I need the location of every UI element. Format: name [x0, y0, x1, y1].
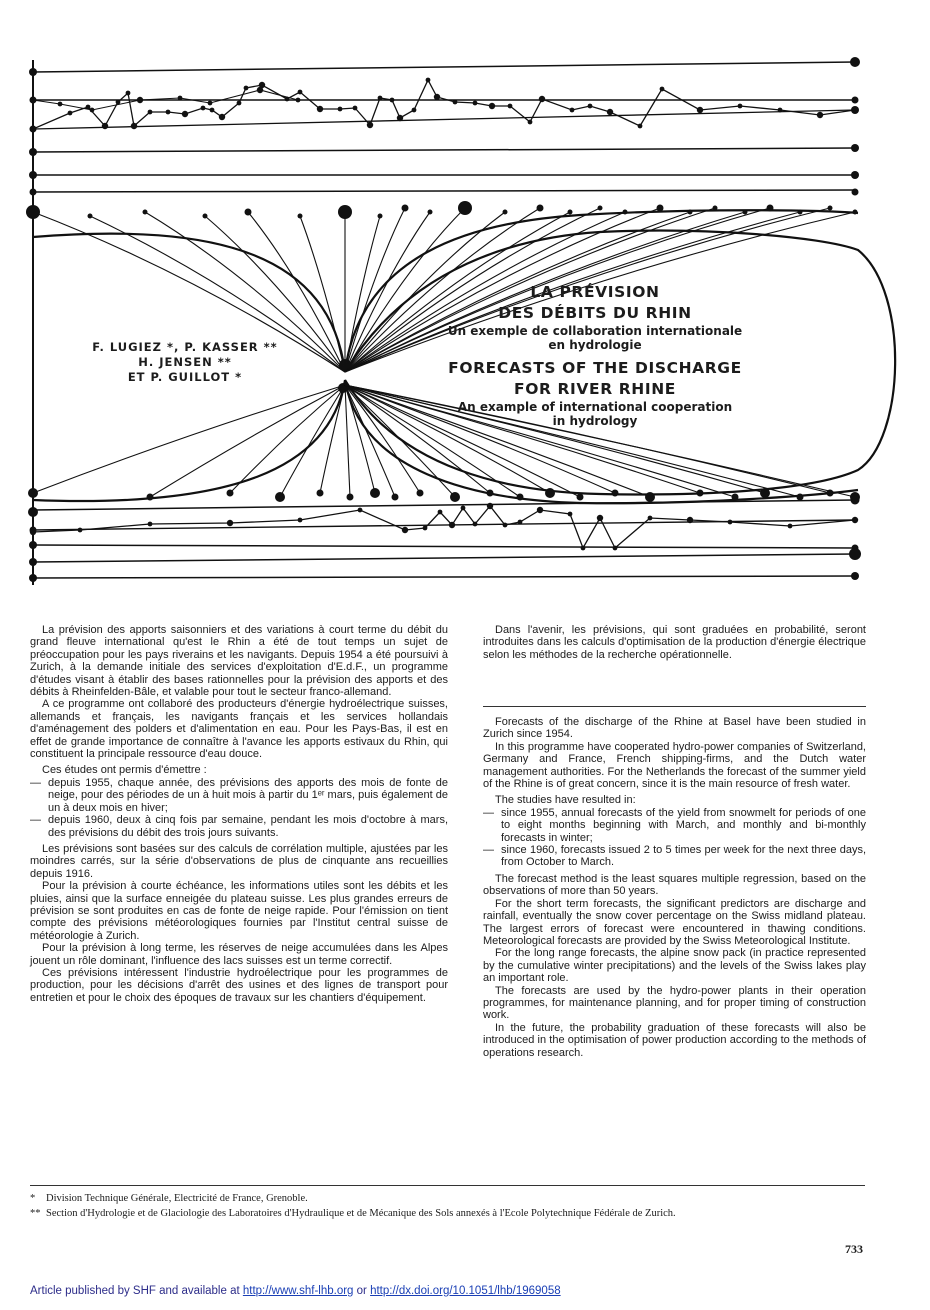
art-dot [182, 111, 188, 117]
art-dot [568, 512, 573, 517]
art-dot [853, 210, 858, 215]
art-dot [449, 522, 455, 528]
art-line [33, 545, 855, 548]
footnotes [30, 1191, 870, 1221]
art-dot [90, 108, 95, 113]
art-dot [657, 205, 664, 212]
english-paragraph: In this programme have cooperated hydro-power companies of Switzerland, Germany and France, French shipping-firms, and the Dutch water management authorities. For the Netherlands the forecast of the summer yield of the Rhine is of great concern, since it is the main resource of fresh water. [483, 740, 866, 791]
art-dot [851, 171, 859, 179]
art-dot [503, 210, 508, 215]
footnote-divider [30, 1185, 865, 1186]
footnote-text: Section d'Hydrologie et de Glaciologie des Laboratoires d'Hydraulique et de Mécanique des Sols annexés à l'Ecole Polytechnique Fédérale de Zurich. [46, 1208, 676, 1219]
art-dot [438, 510, 443, 515]
subtitle-en-line2: in hydrology [552, 414, 638, 428]
art-line [33, 190, 855, 192]
title-en-line1: FORECASTS OF THE DISCHARGE [448, 359, 742, 377]
english-list-text: since 1960, forecasts issued 2 to 5 times per week for the next three days, from October to March. [501, 844, 866, 869]
french-paragraph: Ces prévisions intéressent l'industrie hydroélectrique pour les programmes de production, pour les décisions d'arrêt des usines et des lignes de transport pour entretien et pour le choix des époques de travaux sur les chantiers d'équipement. [30, 966, 448, 1004]
art-dot [147, 494, 154, 501]
art-dot [797, 494, 804, 501]
art-dot [537, 507, 543, 513]
footnote [30, 1206, 870, 1221]
art-dot [850, 492, 860, 502]
art-dot [227, 520, 233, 526]
art-dot [131, 123, 137, 129]
footnote-mark: * [30, 1193, 36, 1204]
art-dot [201, 106, 206, 111]
art-dot [738, 104, 743, 109]
list-dash: — [30, 776, 41, 789]
footnote-mark: ** [30, 1208, 41, 1219]
footnote [30, 1191, 870, 1206]
art-dot [545, 488, 555, 498]
shf-link[interactable]: http://www.shf-lhb.org [242, 1285, 354, 1297]
art-fan-line [320, 385, 345, 493]
art-line [33, 576, 855, 578]
art-dot [219, 114, 225, 120]
art-dot [148, 110, 153, 115]
art-dot [612, 490, 619, 497]
art-dot [148, 522, 153, 527]
art-dot [760, 488, 770, 498]
art-dot [623, 210, 628, 215]
art-dot [613, 546, 618, 551]
art-dot [849, 548, 861, 560]
art-dot [508, 104, 513, 109]
art-dot [487, 490, 494, 497]
art-dot [203, 214, 208, 219]
art-dot [852, 189, 859, 196]
art-dot [852, 517, 858, 523]
art-dot [317, 490, 324, 497]
art-dot [338, 205, 352, 219]
english-paragraph: Forecasts of the discharge of the Rhine at Basel have been studied in Zurich since 1954. [483, 716, 866, 741]
art-dot [428, 210, 433, 215]
art-dot [853, 108, 858, 113]
art-dot [423, 526, 428, 531]
french-paragraph: Dans l'avenir, les prévisions, qui sont graduées en probabilité, seront introduites dans les calculs d'optimisation de la production d'énergie électrique selon les méthodes de la recherche opérationnelle. [483, 624, 866, 661]
art-dot [102, 123, 108, 129]
art-dot [257, 87, 263, 93]
art-dot [358, 508, 363, 513]
title-en-line2: FOR RIVER RHINE [514, 380, 676, 398]
art-dot [487, 503, 493, 509]
art-dot [426, 78, 431, 83]
english-list-text: since 1955, annual forecasts of the yield from snowmelt for periods of one to eight months beginning with March, and monthly and bi-monthly forecasts in winter; [501, 806, 866, 844]
art-dot [317, 106, 323, 112]
art-dot [137, 97, 143, 103]
art-dot [353, 106, 358, 111]
art-dot [397, 115, 403, 121]
art-dot [660, 87, 665, 92]
art-dot [713, 206, 718, 211]
art-dot [850, 57, 860, 67]
french-paragraph: Pour la prévision à courte échéance, les informations utiles sont les débits et les pluies, ainsi que la surface enneigée du plateau suisse. Les plus grandes erreurs de prévision se sont produites en cas de fonte de neige rapide. Pour l'émission on tient compte des prévisions météorologiques fournies par l'Institut central suisse de météorologie à Zurich. [30, 880, 448, 942]
art-fan-line [33, 385, 345, 493]
french-column-left [30, 624, 448, 1004]
art-line [33, 62, 855, 72]
art-dot [461, 506, 466, 511]
publisher-prefix: Article published by SHF and available at [30, 1285, 243, 1297]
art-dot [581, 546, 586, 551]
art-dot [851, 572, 859, 580]
art-dot [638, 124, 643, 129]
art-dot [143, 210, 148, 215]
art-dot [528, 120, 533, 125]
art-dot [417, 490, 424, 497]
art-line [33, 500, 855, 510]
art-dot [697, 107, 703, 113]
art-dot [296, 98, 301, 103]
art-dot [298, 214, 303, 219]
art-dot [568, 210, 573, 215]
art-dot [688, 210, 693, 215]
subtitle-en-line1: An example of international cooperation [457, 400, 733, 414]
art-dot [728, 520, 733, 525]
art-dot [78, 528, 83, 533]
authors-block [70, 340, 300, 385]
art-dot [648, 516, 653, 521]
publisher-middle: or [353, 1285, 371, 1297]
art-dot [412, 108, 417, 113]
list-dash: — [483, 806, 494, 819]
english-list-item [483, 844, 866, 869]
french-paragraph: Ces études ont permis d'émettre : [42, 764, 207, 777]
title-fr-line1: LA PRÉVISION [530, 283, 660, 301]
art-dot [244, 86, 249, 91]
art-dot [828, 206, 833, 211]
english-paragraph: For the short term forecasts, the significant predictors are discharge and rainfall, eventually the snow cover percentage on the Swiss midland plateau. The largest errors of forecast were encountered in thawing conditions. Meteorological forecasts are provided by the Swiss Meteorological Institute. [483, 897, 866, 947]
art-dot [697, 490, 704, 497]
art-dot [570, 108, 575, 113]
page-number: 733 [845, 1242, 863, 1256]
art-dot [607, 109, 613, 115]
title-block [420, 282, 770, 428]
art-dot [577, 494, 584, 501]
publisher-line [30, 1285, 561, 1297]
art-dot [852, 97, 859, 104]
french-list-item [30, 814, 448, 839]
art-fan-line [345, 385, 350, 497]
art-dot [166, 110, 171, 115]
art-dot [817, 112, 823, 118]
author-line: ET P. GUILLOT * [127, 370, 243, 384]
art-dot [338, 107, 343, 112]
english-paragraph: The forecasts are used by the hydro-power plants in their operation programmes, for maintenance planning, and for proper timing of construction work. [483, 984, 866, 1022]
right-column [483, 624, 866, 661]
doi-link[interactable]: http://dx.doi.org/10.1051/lhb/1969058 [370, 1285, 561, 1297]
art-dot [778, 108, 783, 113]
art-dot [597, 515, 603, 521]
art-dot [126, 91, 131, 96]
art-dot [208, 101, 213, 106]
art-dot [392, 494, 399, 501]
english-paragraph: The studies have resulted in: [495, 794, 636, 807]
list-dash: — [30, 814, 41, 827]
art-dot [851, 144, 859, 152]
author-line: H. JENSEN ** [138, 355, 232, 369]
french-paragraph: A ce programme ont collaboré des producteurs d'énergie hydroélectrique suisses, allemands et français, les navigants français et les services hollandais d'aménagement des polders et d'alimentation en eau. Pour les Pays-Bas, il est en effet de grande importance de connaître à l'avance les apports estivaux du Rhin, qui constituent la principale ressource d'eau douce. [30, 698, 448, 761]
art-dot [434, 94, 440, 100]
english-paragraph: For the long range forecasts, the alpine snow pack (in practice represented by the cumulative winter precipitations) and the levels of the Swiss lakes play an important role. [483, 947, 866, 985]
art-line [33, 148, 855, 152]
subtitle-fr-line2: en hydrologie [548, 338, 642, 352]
art-dot [767, 205, 774, 212]
art-dot [245, 209, 252, 216]
french-paragraph: La prévision des apports saisonniers et des variations à court terme du débit du grand fleuve international qu'est le Rhin a été de tout temps un sujet de préoccupation pour les pays riverains et les navigants. Depuis 1954 a été poursuivi à Zurich, à la demande initiale des services d'exploitation d'E.d.F., un programme d'études visant à établir des bases rationnelles pour la prévision des apports et des débits à Rheinfelden-Bâle, et valable pour tout le secteur franco-allemand. [30, 624, 448, 699]
art-dot [237, 101, 242, 106]
english-paragraph: In the future, the probability graduation of these forecasts will also be introduced in the optimisation of power production according to the methods of operations research. [483, 1021, 866, 1059]
art-dot [473, 101, 478, 106]
art-dot [489, 103, 495, 109]
french-list-item [30, 777, 448, 814]
art-dot [178, 96, 183, 101]
art-dot [732, 494, 739, 501]
art-dot [88, 214, 93, 219]
art-dot [210, 108, 215, 113]
english-list-item [483, 807, 866, 844]
french-list-text: depuis 1960, deux à cinq fois par semaine, pendant les mois d'octobre à mars, des prévisions du débit des trois jours suivants. [48, 814, 448, 839]
art-dot [537, 205, 544, 212]
art-dot [788, 524, 793, 529]
english-column [483, 716, 866, 1059]
art-dot [588, 104, 593, 109]
art-dot [798, 210, 803, 215]
art-line [33, 554, 855, 562]
list-dash: — [483, 844, 494, 857]
art-dot [298, 90, 303, 95]
art-dot [450, 492, 460, 502]
subtitle-fr-line1: Un exemple de collaboration internationale [447, 324, 743, 338]
art-dot [458, 201, 472, 215]
art-dot [68, 111, 73, 116]
art-dot [58, 102, 63, 107]
art-line [33, 110, 855, 129]
art-dot [645, 492, 655, 502]
art-dot [598, 206, 603, 211]
art-zigzag [33, 506, 855, 548]
art-dot [517, 494, 524, 501]
french-paragraph: Pour la prévision à long terme, les réserves de neige accumulées dans les Alpes jouent un rôle dominant, l'influence des lacs suisses est un terme correctif. [30, 942, 448, 967]
art-dot [402, 527, 408, 533]
art-dot [473, 522, 478, 527]
author-line: F. LUGIEZ *, P. KASSER ** [92, 340, 278, 354]
art-dot [227, 490, 234, 497]
art-dot [390, 98, 395, 103]
art-dot [743, 210, 748, 215]
art-dot [453, 100, 458, 105]
english-paragraph: The forecast method is the least squares multiple regression, based on the observations of more than 50 years. [483, 872, 866, 898]
art-dot [378, 214, 383, 219]
art-zigzag [33, 80, 855, 129]
art-dot [503, 523, 508, 528]
art-dot [275, 492, 285, 502]
footnote-text: Division Technique Générale, Electricité de France, Grenoble. [46, 1193, 308, 1204]
french-list-text: depuis 1955, chaque année, des prévisions des apports des mois de fonte de neige, pour des périodes de un à huit mois à partir du 1ᵉʳ mars, puis également de un à deux mois en hiver; [48, 776, 448, 814]
art-dot [539, 96, 545, 102]
art-dot [402, 205, 409, 212]
art-dot [298, 518, 303, 523]
art-dot [378, 96, 383, 101]
art-dot [370, 488, 380, 498]
art-dot [687, 517, 693, 523]
art-dot [367, 122, 373, 128]
art-dot [347, 494, 354, 501]
section-divider [483, 706, 866, 707]
title-fr-line2: DES DÉBITS DU RHIN [498, 304, 692, 322]
french-paragraph: Les prévisions sont basées sur des calculs de corrélation multiple, ajustées par les moindres carrés, sur la série d'observations de plus de cinquante ans recueillies depuis 1916. [30, 842, 448, 880]
art-dot [518, 520, 523, 525]
